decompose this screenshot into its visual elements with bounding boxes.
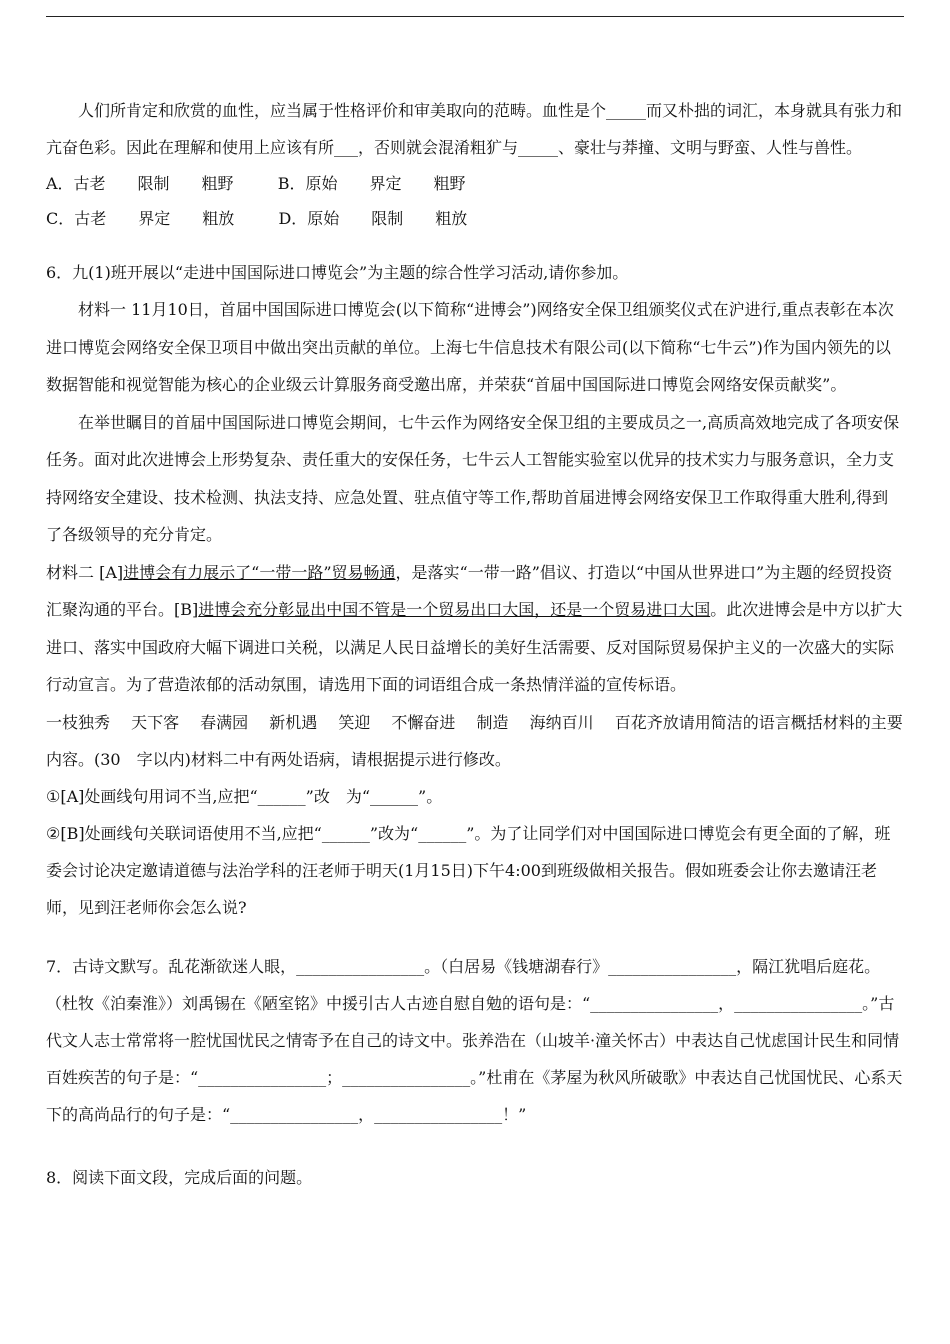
q6-material1-para1: 材料一 11月10日，首届中国国际进口博览会(以下简称“进博会”)网络安全保卫组颁奖仪式在沪进行,重点表彰在本次进口博览会网络安全保卫项目中做出突出贡献的单位。上海七牛信息技术有限公司(以下简称“七牛云”)作为国内领先的以数据智能和视觉智能为核心的企业级云计算服务商受邀出席，并荣获“首届中国国际进口博览会网络安保贡献奖”。 (46, 300, 894, 394)
top-rule (46, 16, 904, 17)
q6-material2-rest: 。此次进博会是中方以扩大进口、落实中国政府大幅下调进口关税，以满足人民日益增长的美好生活需要、反对国际贸易保护主义的一次盛大的实际行动宣言。为了营造浓郁的活动氛围，请选用下面的词语组合成一条热情洋溢的宣传标语。 (46, 600, 903, 694)
q6-material2-underline-a: 进博会有力展示了“一带一路”贸易畅通 (123, 562, 396, 582)
q6-intro: 6．九(1)班开展以“走进中国国际进口博览会”为主题的综合性学习活动,请你参加。 (46, 263, 629, 282)
q6-material1-para2: 在举世瞩目的首届中国国际进口博览会期间，七牛云作为网络安全保卫组的主要成员之一,高质高效地完成了各项安保任务。面对此次进博会上形势复杂、责任重大的安保任务，七牛云人工智能实验室以优异的技术实力与服务意识，全力支持网络安全建设、技术检测、执法支持、应急处置、驻点值守等工作,帮助首届进博会网络安保卫工作取得重大胜利,得到了各级领导的充分肯定。 (46, 412, 900, 544)
q5-option-d: D．原始 限制 粗放 (278, 209, 468, 228)
q6-material2-mid: ，是落实“一带一路”倡议、打造以“中国从世界进口”为主题的经贸投资汇聚沟通的平台。[B] (46, 562, 893, 619)
q6-material2 (46, 554, 904, 704)
q6-material2-underline-b: 进博会充分彰显出中国不管是一个贸易出口大国，还是一个贸易进口大国 (198, 600, 711, 619)
q7-text: 7．古诗文默写。乱花渐欲迷人眼，________________。（白居易《钱塘湖春行》________________，隔江犹唱后庭花。（杜牧《泊秦淮》）刘禹锡在《陋室铭》中援引古人古迹自慰自勉的语句是：“________________，________________。”古代文人志士常常将一腔忧国忧民之情寄予在自己的诗文中。张养浩在（山坡羊·潼关怀古）中表达自己忧虑国计民生和同情百姓疾苦的句子是：“________________；________________。”杜甫在《茅屋为秋风所破歌》中表达自己忧国忧民、心系天下的高尚品行的句子是：“________________，________________！” (46, 956, 903, 1124)
q8-text: 8．阅读下面文段，完成后面的问题。 (46, 1167, 313, 1187)
q5-option-a: A．古老 限制 粗野 (46, 174, 234, 193)
q5-passage: 人们所肯定和欣赏的血性，应当属于性格评价和审美取向的范畴。血性是个_____而又朴拙的词汇，本身就具有张力和亢奋色彩。因此在理解和使用上应该有所___，否则就会混淆粗犷与_____、豪壮与莽撞、文明与野蛮、人性与兽性。 (46, 101, 903, 157)
q6-fix-b: ②[B]处画线句关联词语使用不当,应把“______”改为“______”。为了让同学们对中国国际进口博览会有更全面的了解，班委会讨论决定邀请道德与法治学科的汪老师于明天(1月15日)下午4:00到班级做相关报告。假如班委会让你去邀请汪老师，见到汪老师你会怎么说? (46, 823, 891, 917)
q5-options-row-2 (46, 201, 904, 236)
q5-option-b: B．原始 界定 粗野 (277, 174, 466, 193)
q5-options-row-1 (46, 166, 904, 201)
document-body (46, 92, 904, 1196)
q6-material2-label: 材料二 [A] (46, 562, 124, 582)
q6-word-list: 一枝独秀 天下客 春满园 新机遇 笑迎 不懈奋进 制造 海纳百川 百花齐放请用简洁的语言概括材料的主要内容。(30 字以内)材料二中有两处语病，请根据提示进行修改。 (46, 712, 903, 769)
q5-option-c: C．古老 界定 粗放 (46, 209, 235, 228)
q6-fix-a: ①[A]处画线句用词不当,应把“______”改 为“______”。 (46, 786, 443, 806)
